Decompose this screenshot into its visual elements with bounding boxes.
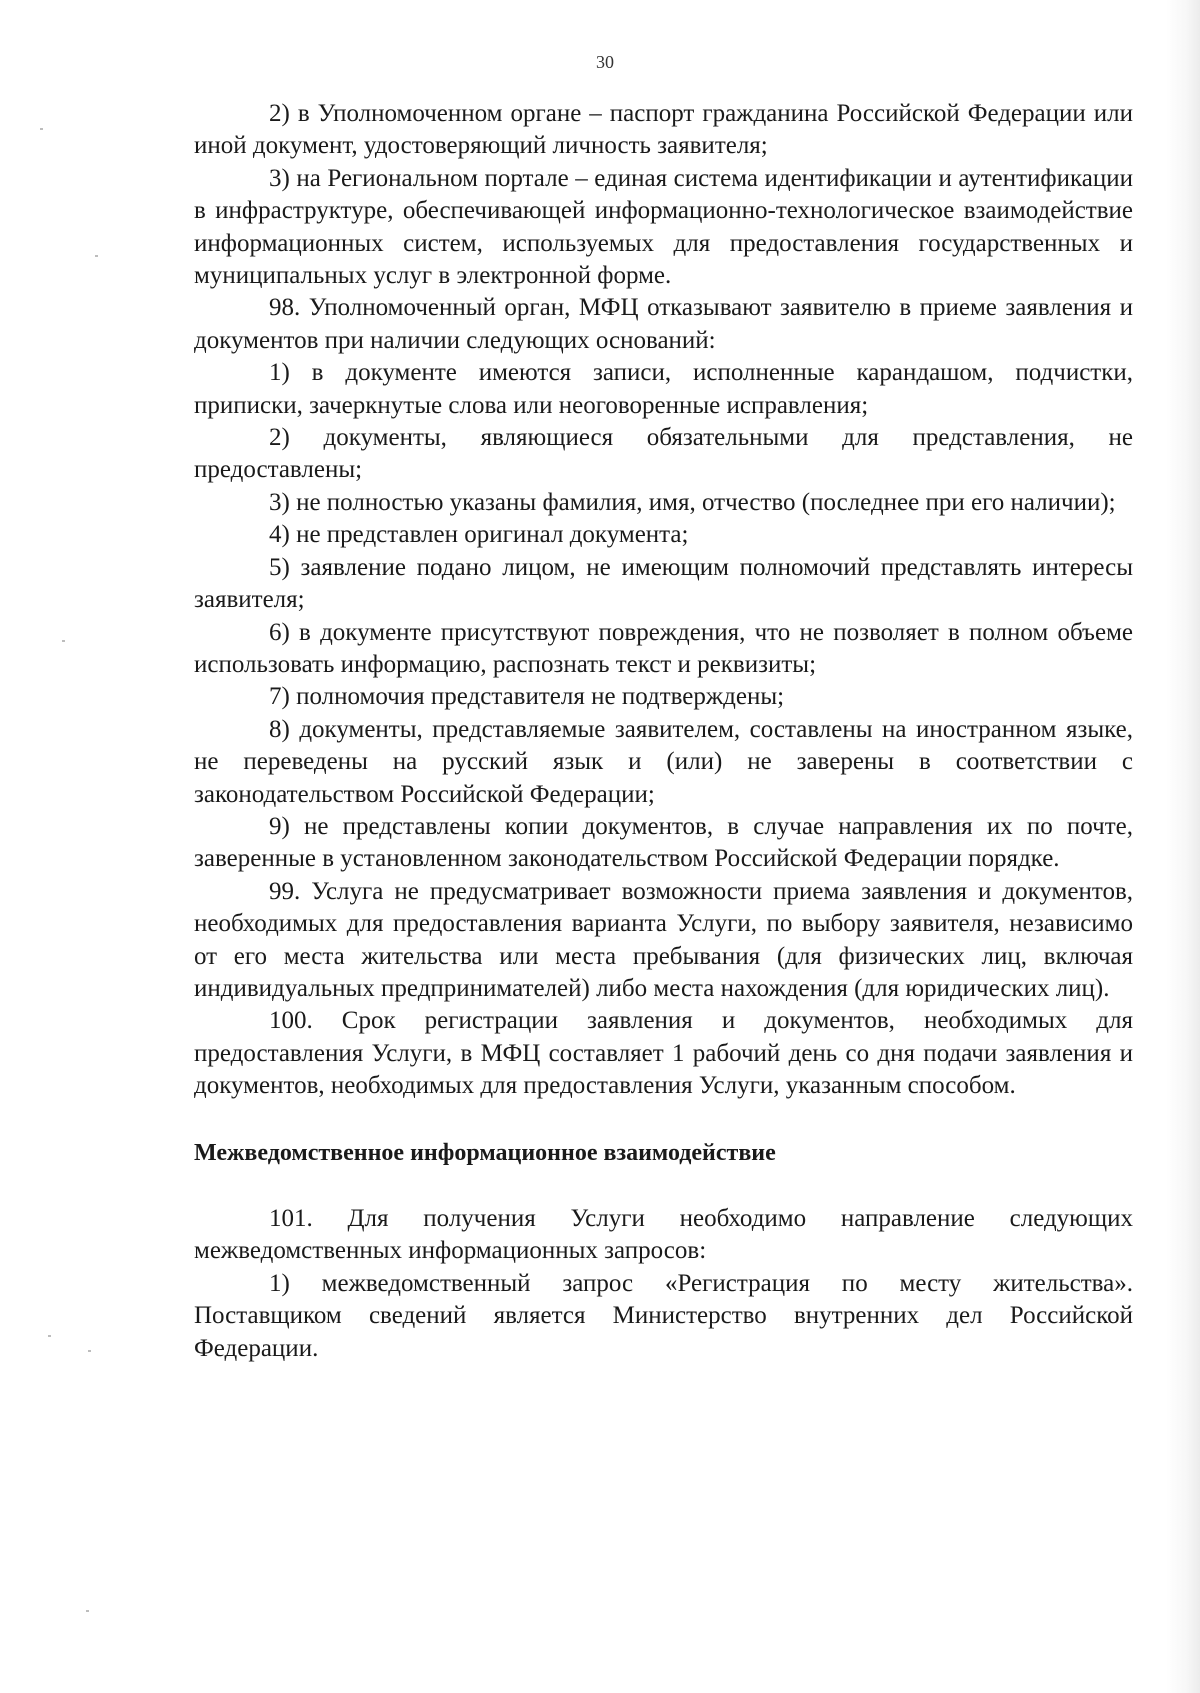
scan-speck [40,128,43,130]
scan-edge-shadow [1166,0,1200,1693]
page-number: 30 [596,52,614,72]
scan-speck [95,255,98,257]
scan-speck [48,1335,51,1337]
paragraph-item-2-authorized-body: 2) в Уполномоченном органе – паспорт гражданина Российской Федерации или иной документ, удостоверяющий личность заявителя; [194,100,1133,160]
paragraph-item-3-regional-portal: 3) на Региональном портале – единая система идентификации и аутентификации в инфраструктуре, обеспечивающей информационно-технологическое взаимодействие информационных систем, используемых для предоставления государственных и муниципальных услуг в электронной форме. [194,164,1133,290]
refusal-ground-1: 1) в документе имеются записи, исполненные карандашом, подчистки, приписки, зачеркнутые слова или неоговоренные исправления; [194,359,1133,419]
document-body [194,98,1133,1365]
paragraph-101: 101. Для получения Услуги необходимо направление следующих межведомственных информационных запросов: [194,1205,1133,1265]
refusal-ground-8: 8) документы, представляемые заявителем, составлены на иностранном языке, не переведены на русский язык и (или) не заверены в соответствии с законодательством Российской Федерации; [194,715,1133,808]
refusal-ground-6: 6) в документе присутствуют повреждения, что не позволяет в полном объеме использовать информацию, распознать текст и реквизиты; [194,618,1133,678]
paragraph-100: 100. Срок регистрации заявления и документов, необходимых для предоставления Услуги, в МФЦ составляет 1 рабочий день со дня подачи заявления и документов, необходимых для предоставления Услуги, указанным способом. [194,1007,1133,1100]
refusal-ground-7: 7) полномочия представителя не подтверждены; [269,683,785,711]
refusal-ground-9: 9) не представлены копии документов, в случае направления их по почте, заверенные в установленном законодательством Российской Федерации порядке. [194,812,1133,873]
refusal-ground-4: 4) не представлен оригинал документа; [269,521,689,549]
refusal-ground-2: 2) документы, являющиеся обязательными для представления, не предоставлены; [194,424,1133,484]
section-heading: Межведомственное информационное взаимодействие [194,1139,776,1166]
scan-speck [88,1350,91,1352]
scan-speck [86,1610,89,1612]
refusal-ground-3: 3) не полностью указаны фамилия, имя, отчество (последнее при его наличии); [269,488,1116,516]
paragraph-99: 99. Услуга не предусматривает возможности приема заявления и документов, необходимых для предоставления варианта Услуги, по выбору заявителя, независимо от его места жительства или места пребывания (для физических лиц, включая индивидуальных предпринимателей) либо места нахождения (для юридических лиц). [194,877,1133,1002]
interagency-request-1: 1) межведомственный запрос «Регистрация по месту жительства». Поставщиком сведений является Министерство внутренних дел Российской Федерации. [194,1269,1133,1362]
scan-speck [62,640,65,642]
paragraph-98: 98. Уполномоченный орган, МФЦ отказывают заявителю в приеме заявления и документов при наличии следующих оснований: [194,294,1133,354]
refusal-ground-5: 5) заявление подано лицом, не имеющим полномочий представлять интересы заявителя; [194,553,1133,614]
